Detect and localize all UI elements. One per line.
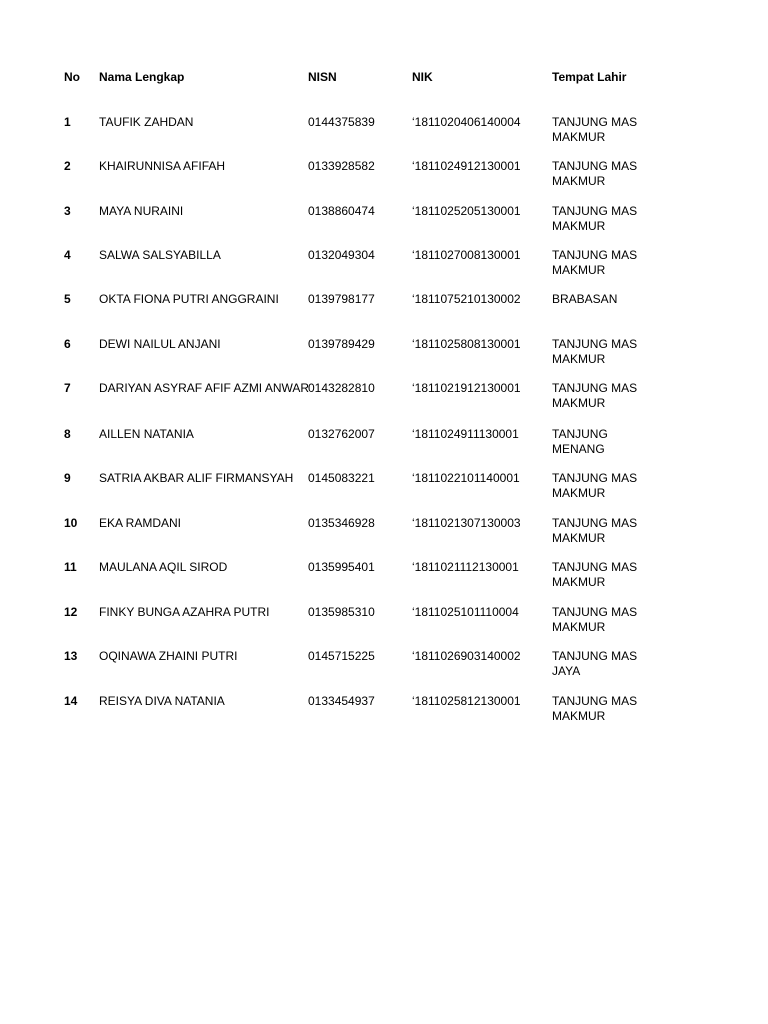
cell-tempat-lahir: TANJUNG MAS MAKMUR bbox=[552, 381, 638, 410]
cell-no: 5 bbox=[64, 292, 71, 306]
cell-no: 3 bbox=[64, 204, 71, 218]
cell-no: 6 bbox=[64, 337, 71, 351]
cell-nik: ‘1811020406140004 bbox=[412, 115, 521, 129]
cell-nisn: 0135995401 bbox=[308, 560, 375, 574]
cell-nisn: 0133454937 bbox=[308, 694, 375, 708]
cell-no: 2 bbox=[64, 159, 71, 173]
cell-nik: ‘1811024912130001 bbox=[412, 159, 521, 173]
cell-nik: ‘1811024911130001 bbox=[412, 427, 519, 441]
cell-nama-lengkap: OQINAWA ZHAINI PUTRI bbox=[99, 649, 238, 663]
cell-no: 4 bbox=[64, 248, 71, 262]
cell-nisn: 0144375839 bbox=[308, 115, 375, 129]
cell-no: 8 bbox=[64, 427, 71, 441]
cell-nik: ‘1811025205130001 bbox=[412, 204, 521, 218]
header-no: No bbox=[64, 70, 80, 84]
cell-nisn: 0132762007 bbox=[308, 427, 375, 441]
cell-tempat-lahir: TANJUNG MAS MAKMUR bbox=[552, 337, 638, 366]
cell-nama-lengkap: AILLEN NATANIA bbox=[99, 427, 194, 441]
cell-nama-lengkap: EKA RAMDANI bbox=[99, 516, 182, 530]
table-row bbox=[0, 115, 768, 159]
header-nik: NIK bbox=[412, 70, 433, 84]
cell-no: 13 bbox=[64, 649, 78, 663]
cell-nik: ‘1811025101110004 bbox=[412, 605, 519, 619]
table-row bbox=[0, 605, 768, 649]
header-nisn: NISN bbox=[308, 70, 337, 84]
cell-nik: ‘1811025812130001 bbox=[412, 694, 521, 708]
cell-nik: ‘1811021307130003 bbox=[412, 516, 521, 530]
cell-tempat-lahir: TANJUNG MAS MAKMUR bbox=[552, 471, 638, 500]
cell-no: 12 bbox=[64, 605, 78, 619]
table-row bbox=[0, 560, 768, 604]
cell-nik: ‘1811026903140002 bbox=[412, 649, 521, 663]
header-nama-lengkap: Nama Lengkap bbox=[99, 70, 185, 84]
cell-no: 14 bbox=[64, 694, 78, 708]
cell-nik: ‘1811021912130001 bbox=[412, 381, 521, 395]
cell-no: 1 bbox=[64, 115, 71, 129]
table-row bbox=[0, 292, 768, 336]
cell-tempat-lahir: BRABASAN bbox=[552, 292, 618, 306]
table-row bbox=[0, 649, 768, 693]
cell-nik: ‘1811027008130001 bbox=[412, 248, 521, 262]
cell-nisn: 0143282810 bbox=[308, 381, 375, 395]
cell-nisn: 0139789429 bbox=[308, 337, 375, 351]
cell-tempat-lahir: TANJUNG MAS MAKMUR bbox=[552, 248, 638, 277]
cell-tempat-lahir: TANJUNG MAS JAYA bbox=[552, 649, 638, 678]
table-row bbox=[0, 427, 768, 471]
cell-nama-lengkap: OKTA FIONA PUTRI ANGGRAINI bbox=[99, 292, 279, 306]
cell-nik: ‘1811025808130001 bbox=[412, 337, 521, 351]
table-row bbox=[0, 159, 768, 203]
cell-nisn: 0135346928 bbox=[308, 516, 375, 530]
cell-no: 9 bbox=[64, 471, 71, 485]
cell-tempat-lahir: TANJUNG MAS MAKMUR bbox=[552, 694, 638, 723]
cell-nama-lengkap: KHAIRUNNISA AFIFAH bbox=[99, 159, 226, 173]
cell-tempat-lahir: TANJUNG MAS MAKMUR bbox=[552, 204, 638, 233]
cell-tempat-lahir: TANJUNG MAS MAKMUR bbox=[552, 115, 638, 144]
cell-nisn: 0145083221 bbox=[308, 471, 375, 485]
cell-nik: ‘1811075210130002 bbox=[412, 292, 521, 306]
table-header bbox=[0, 70, 768, 86]
cell-tempat-lahir: TANJUNG MENANG bbox=[552, 427, 608, 456]
cell-no: 7 bbox=[64, 381, 71, 395]
cell-tempat-lahir: TANJUNG MAS MAKMUR bbox=[552, 516, 638, 545]
cell-nisn: 0145715225 bbox=[308, 649, 375, 663]
cell-nama-lengkap: TAUFIK ZAHDAN bbox=[99, 115, 194, 129]
cell-nisn: 0135985310 bbox=[308, 605, 375, 619]
header-tempat-lahir: Tempat Lahir bbox=[552, 70, 627, 84]
table-row bbox=[0, 248, 768, 292]
cell-nik: ‘1811021112130001 bbox=[412, 560, 519, 574]
table-row bbox=[0, 204, 768, 248]
table-row bbox=[0, 337, 768, 381]
cell-nisn: 0138860474 bbox=[308, 204, 375, 218]
cell-nisn: 0132049304 bbox=[308, 248, 375, 262]
table-row bbox=[0, 471, 768, 515]
cell-nama-lengkap: SALWA SALSYABILLA bbox=[99, 248, 221, 262]
cell-nama-lengkap: MAYA NURAINI bbox=[99, 204, 184, 218]
cell-nisn: 0133928582 bbox=[308, 159, 375, 173]
cell-tempat-lahir: TANJUNG MAS MAKMUR bbox=[552, 159, 638, 188]
cell-nama-lengkap: MAULANA AQIL SIROD bbox=[99, 560, 228, 574]
cell-no: 11 bbox=[64, 560, 77, 574]
cell-nama-lengkap: REISYA DIVA NATANIA bbox=[99, 694, 225, 708]
cell-nama-lengkap: FINKY BUNGA AZAHRA PUTRI bbox=[99, 605, 270, 619]
cell-nama-lengkap: SATRIA AKBAR ALIF FIRMANSYAH bbox=[99, 471, 294, 485]
table-row bbox=[0, 381, 768, 425]
cell-tempat-lahir: TANJUNG MAS MAKMUR bbox=[552, 560, 638, 589]
cell-nisn: 0139798177 bbox=[308, 292, 375, 306]
cell-tempat-lahir: TANJUNG MAS MAKMUR bbox=[552, 605, 638, 634]
cell-nama-lengkap: DEWI NAILUL ANJANI bbox=[99, 337, 221, 351]
table-row bbox=[0, 694, 768, 738]
cell-nik: ‘1811022101140001 bbox=[412, 471, 520, 485]
cell-no: 10 bbox=[64, 516, 78, 530]
table-row bbox=[0, 516, 768, 560]
cell-nama-lengkap: DARIYAN ASYRAF AFIF AZMI ANWAR bbox=[99, 381, 310, 395]
